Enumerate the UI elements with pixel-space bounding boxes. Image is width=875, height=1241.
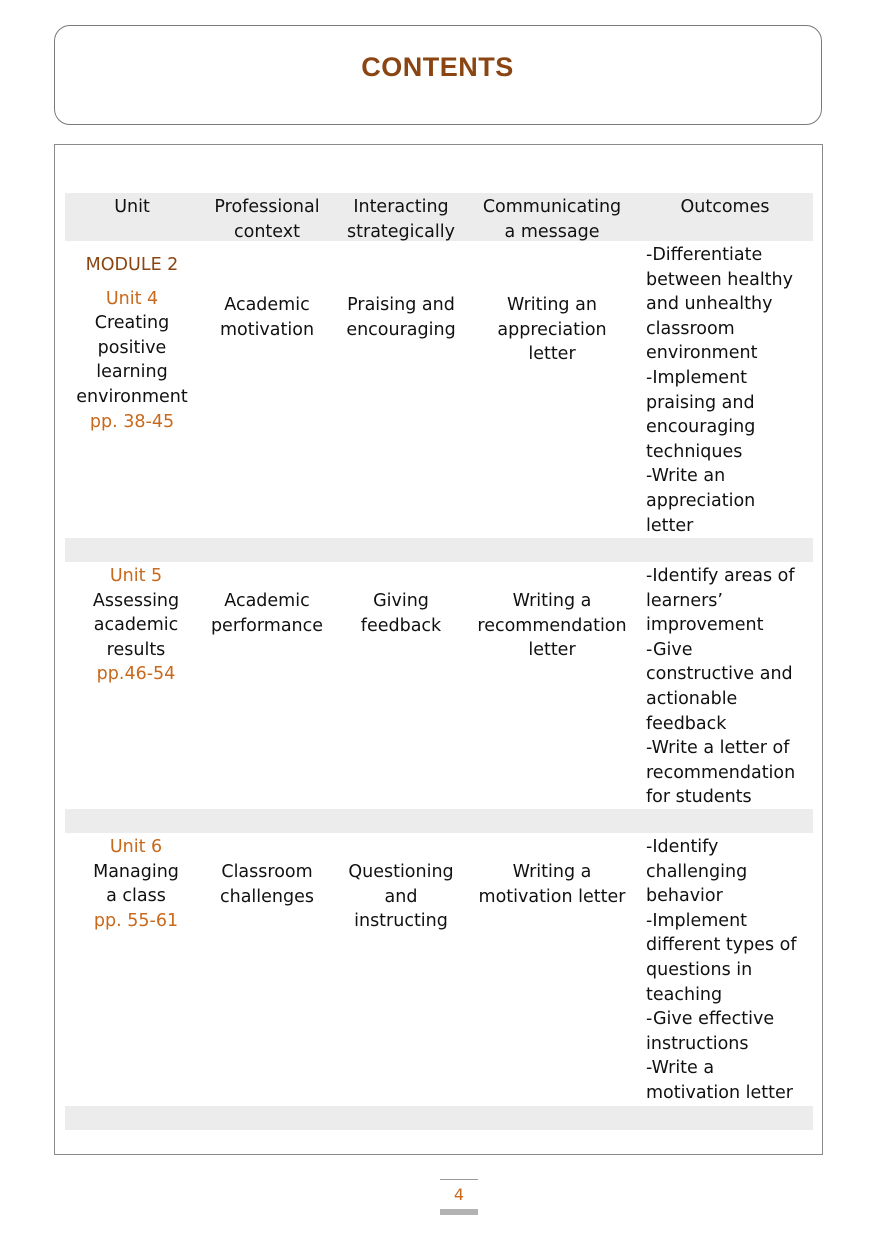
page-title: CONTENTS xyxy=(361,52,514,82)
row-separator-band xyxy=(65,809,813,833)
row-unit-4-communicating: Writing an appreciation letter xyxy=(497,295,607,365)
row-unit-6-unit-cell: Unit 6 Managing a class pp. 55-61 xyxy=(76,835,196,933)
row-unit-4-interacting: Praising and encouraging xyxy=(346,295,456,340)
row-unit-6-professional: Classroom challenges xyxy=(219,862,314,907)
row-unit-5-interacting: Giving feedback xyxy=(360,591,442,636)
page-range: pp.46-54 xyxy=(96,664,176,685)
header-interacting-strategically: Interacting strategically xyxy=(347,197,455,242)
row-unit-4-professional: Academic motivation xyxy=(219,295,315,340)
unit-label: Unit 5 xyxy=(109,566,163,586)
row-separator-band xyxy=(65,1106,813,1130)
page-range: pp. 55-61 xyxy=(93,910,179,931)
page-range: pp. 38-45 xyxy=(89,411,175,432)
header-unit: Unit xyxy=(114,197,150,217)
page-number-rule xyxy=(440,1179,478,1180)
row-unit-6-interacting: Questioning and instructing xyxy=(348,862,454,932)
row-unit-6-outcomes: -Identify challenging behavior -Implement different types of questions in teaching -Give effective instructions -Write a motivation letter xyxy=(646,837,797,1103)
page-number: 4 xyxy=(453,1185,465,1204)
unit-label: Unit 4 xyxy=(105,288,159,309)
row-unit-5-outcomes: -Identify areas of learners’ improvement -Give constructive and actionable feedback -Write a letter of recommendation for students xyxy=(646,566,796,808)
row-unit-5-unit-cell: Unit 5 Assessing academic results pp.46-54 xyxy=(76,564,196,687)
header-professional-context: Professional context xyxy=(214,197,320,242)
row-unit-6-communicating: Writing a motivation letter xyxy=(478,862,626,907)
page-number-bar xyxy=(440,1209,478,1215)
row-unit-4-unit-cell: MODULE 2 Unit 4 Creating positive learning environment pp. 38-45 xyxy=(72,253,192,434)
row-separator-band xyxy=(65,538,813,562)
module-label: MODULE 2 xyxy=(85,255,179,275)
row-unit-5-professional: Academic performance xyxy=(210,591,324,636)
row-unit-4-outcomes: -Differentiate between healthy and unhealthy classroom environment -Implement praising and encouraging techniques -Write an appreciation letter xyxy=(646,245,793,536)
row-unit-5-communicating: Writing a recommendation letter xyxy=(477,591,627,661)
unit-label: Unit 6 xyxy=(109,837,163,857)
header-outcomes: Outcomes xyxy=(680,197,770,217)
header-communicating-message: Communicating a message xyxy=(482,197,622,242)
